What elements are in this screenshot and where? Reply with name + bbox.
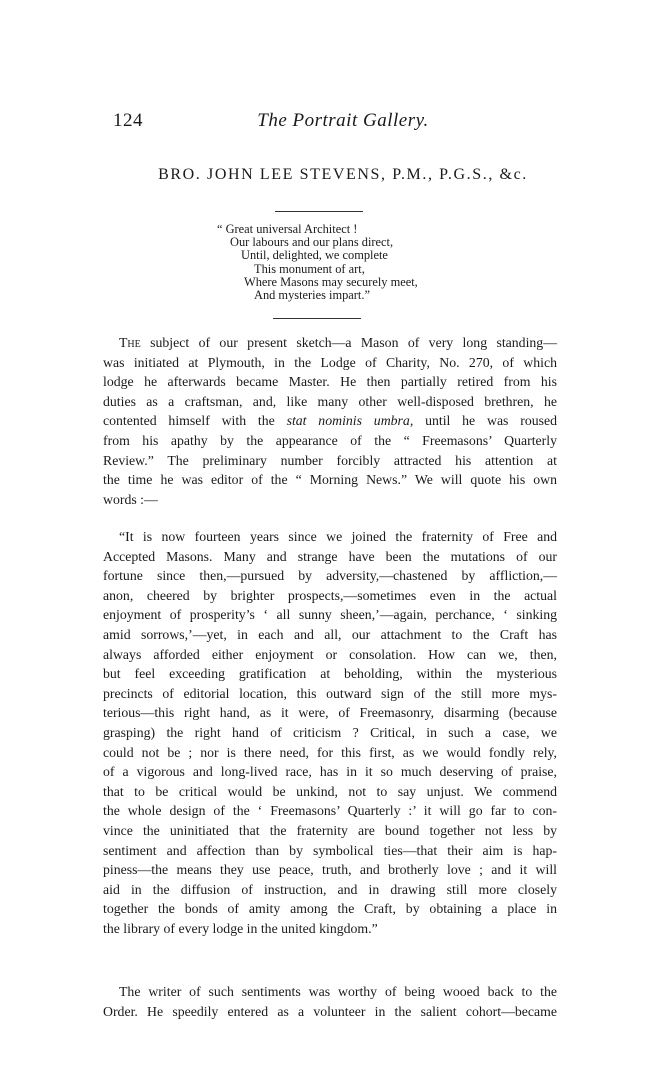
text-fragment: contented himself with the <box>103 413 287 429</box>
text-line: piness—the means they use peace, truth, and brotherly love ; and it will <box>103 862 557 878</box>
text-line: fortune since then,—pursued by adversity,—chastened by affliction,— <box>103 568 557 584</box>
running-head <box>113 110 573 134</box>
text-line: “It is now fourteen years since we joined the fraternity of Free and <box>119 529 557 544</box>
text-line: words :— <box>103 491 158 507</box>
text-line: the time he was editor of the “ Morning News.” We will quote his own <box>103 472 557 488</box>
verse-line: And mysteries impart.” <box>254 288 370 303</box>
verse-line: Where Masons may securely meet, <box>244 274 418 289</box>
article-heading: BRO. JOHN LEE STEVENS, P.M., P.G.S., &c. <box>158 166 528 183</box>
text-line <box>103 333 557 353</box>
text-line: grasping) the right hand of criticism ? Critical, in such a case, we <box>103 724 557 740</box>
text-line: vince the uninitiated that the fraternity are bound together not less by <box>103 822 557 838</box>
text-line: that to be critical would be unkind, not to say unjust. We commend <box>103 783 557 799</box>
epigraph-verse <box>217 223 497 302</box>
text-line: but feel exceeding gratification at beholding, within the mysterious <box>103 666 557 682</box>
text-line: Review.” The preliminary number forcibly attracted his attention at <box>103 452 557 468</box>
text-line: lodge he afterwards became Master. He then partially retired from his <box>103 374 557 390</box>
text-line: always afforded either enjoyment or consolation. How can we, then, <box>103 646 557 662</box>
text-line: terious—this right hand, as it were, of Freemasonry, disarming (because <box>103 705 557 721</box>
text-line: anon, cheered by brighter prospects,—sometimes even in the actual <box>103 587 557 603</box>
verse-line: Our labours and our plans direct, <box>230 235 394 250</box>
divider-rule-bottom <box>273 318 361 319</box>
text-line: aid in the diffusion of instruction, and in drawing still more closely <box>103 881 557 897</box>
text-line: from his apathy by the appearance of the “ Freemasons’ Quarterly <box>103 432 557 448</box>
text-fragment: subject of our present sketch—a Mason of very long standing— <box>140 335 557 350</box>
text-line: The writer of such sentiments was worthy of being wooed back to the <box>119 984 557 999</box>
text-line: the library of every lodge in the united kingdom.” <box>103 920 378 936</box>
text-line: Accepted Masons. Many and strange have been the mutations of our <box>103 548 557 564</box>
verse-line: Until, delighted, we complete <box>241 248 388 263</box>
text-line: of a vigorous and long-lived race, has in it so much deserving of praise, <box>103 764 557 780</box>
paragraph-continuation <box>103 982 557 1021</box>
paragraph-introduction <box>103 333 557 509</box>
text-line: enjoyment of prosperity’s ‘ all sunny sheen,’—again, perchance, ‘ sinking <box>103 607 557 623</box>
text-line <box>103 411 557 431</box>
text-line: could not be ; nor is there need, for this first, as we would fondly rely, <box>103 744 557 760</box>
text-line: sentiment and affection than by symbolical ties—that their aim is hap- <box>103 842 557 858</box>
running-title: The Portrait Gallery. <box>257 110 429 131</box>
text-line: duties as a craftsman, and, like many other well-disposed brethren, he <box>103 393 557 409</box>
page-number: 124 <box>113 110 143 131</box>
text-line: together the bonds of amity among the Craft, by obtaining a place in <box>103 901 557 917</box>
text-line: the whole design of the ‘ Freemasons’ Quarterly :’ it will go far to con- <box>103 803 557 819</box>
text-line: amid sorrows,’—yet, in each and all, our attachment to the Craft has <box>103 626 557 642</box>
dropword: The <box>119 335 141 350</box>
italic-phrase: stat nominis umbra, <box>286 413 414 429</box>
verse-line: This monument of art, <box>254 261 365 276</box>
text-line: precincts of editorial location, this outward sign of the still more mys- <box>103 685 557 701</box>
text-fragment: until he was roused <box>413 413 558 429</box>
verse-line: “ Great universal Architect ! <box>217 222 358 236</box>
text-line: Order. He speedily entered as a volunteer in the salient cohort—became <box>103 1003 557 1019</box>
text-line: was initiated at Plymouth, in the Lodge of Charity, No. 270, of which <box>103 354 557 370</box>
divider-rule-top <box>275 211 363 212</box>
paragraph-quotation <box>103 527 557 938</box>
